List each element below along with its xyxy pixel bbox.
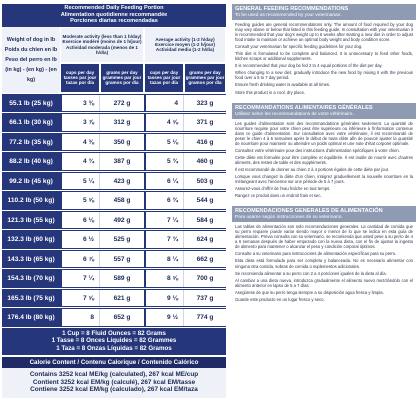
average-grams-cell: 371 g <box>184 114 226 131</box>
recommendations-spanish <box>232 206 416 302</box>
average-grams-cell: 503 g <box>184 173 226 190</box>
weight-column-header: Weight of dog in lb Poids du chien en lb Peso del perro en lb (in kg) - (en kg) - (en kg) <box>2 27 60 93</box>
average-grams-cell: 774 g <box>184 309 226 326</box>
average-grams-header: grams per day grammes par jour gramos por día <box>184 63 226 93</box>
average-cups-cell: 5 ¾ <box>146 153 184 170</box>
section-subtitle: To be used as recommended by your veterinarian. <box>232 13 416 20</box>
moderate-cups-header: cups per day tasses par jour tazas por día <box>60 63 100 93</box>
average-cups-cell: 9 ½ <box>146 309 184 326</box>
calorie-content: Contains 3252 kcal ME/kg (calculated), 267 kcal ME/cup Contient 3252 kcal EM/kg (calculé), 267 kcal EM/tasse Contiene 3252 kcal EM/kg (calculado), 267 kcal EM/taza <box>2 368 226 398</box>
moderate-cups-cell: 3 ⅜ <box>62 95 100 112</box>
table-row <box>2 112 226 132</box>
average-grams-cell: 460 g <box>184 153 226 170</box>
moderate-grams-header: grams per day grammes par jour gramos por día <box>100 63 144 93</box>
moderate-cups-cell: 6 ⅛ <box>62 212 100 229</box>
moderate-cups-cell: 7 ⅝ <box>62 290 100 307</box>
moderate-grams-cell: 458 g <box>100 192 144 209</box>
table-row <box>2 249 226 269</box>
average-cups-cell: 9 ⅛ <box>146 290 184 307</box>
recommendations-french <box>232 103 416 199</box>
moderate-grams-cell: 492 g <box>100 212 144 229</box>
average-activity-header: Average activity (1-2 h/day) Exercice moyen (1-2 h/jour) Actividad media (1-2 h/día) <box>144 27 226 63</box>
recommendations-english <box>232 4 416 95</box>
average-cups-cell: 4 <box>146 95 184 112</box>
average-grams-cell: 544 g <box>184 192 226 209</box>
average-grams-cell: 624 g <box>184 231 226 248</box>
table-row <box>2 229 226 249</box>
average-cups-cell: 8 ⅝ <box>146 270 184 287</box>
section-body: Las tablas de alimentación son solo recomendaciones generales. La cantidad de comida que su perro requiere puede variar siendo mayor o menor de lo que se indica en esta guía de alimentación. Previa consulta con su veterinario, se recomienda que usted pese a su perro de 4 a 6 semanas después de haber empezado con la nueva dieta, con el fin de ajustar la ingesta de alimento para mantener o alcanzar el peso y condición corporal óptimos. Consulte a su veterinario para instrucciones de alimentación específicas para su perro. Esta dieta está formulada para ser completa y balanceada. No es necesario alimentar con ninguna otra comida, sobras de comida o suplementos adicionales. Se recomienda alimentar a su perro con 2 a 4 porciones iguales de la dieta al día. Al cambiar a una dieta nueva, introduzca gradualmente el alimento nuevo mezclándolo con el alimento anterior en lapso de 5 a 7 días. Asegúrese de que su perro tenga siempre a su disposición agua fresca y limpia. Guarde este producto en un lugar fresco y seco. <box>235 224 413 302</box>
section-title: RECOMENDACIONES GENERALES DE ALIMENTACIÓN <box>232 206 416 215</box>
average-cups-cell: 6 ¼ <box>146 173 184 190</box>
table-body <box>2 93 226 327</box>
row-weight: 88.2 lb (40 kg) <box>9 158 53 166</box>
moderate-cups-cell: 7 ¼ <box>62 270 100 287</box>
row-weight: 154.3 lb (70 kg) <box>7 275 55 283</box>
row-weight: 176.4 lb (80 kg) <box>7 314 55 322</box>
moderate-cups-cell: 5 ⅝ <box>62 192 100 209</box>
moderate-grams-cell: 312 g <box>100 114 144 131</box>
average-grams-cell: 323 g <box>184 95 226 112</box>
table-title: Recommended Daily Feeding Portion Alimentation quotidienne recommandée Porciones diarias recomendadas <box>2 4 226 27</box>
row-weight: 110.2 lb (50 kg) <box>7 197 55 205</box>
row-weight: 66.1 lb (30 kg) <box>9 119 53 127</box>
moderate-grams-cell: 423 g <box>100 173 144 190</box>
section-title: RECOMMANDATIONS ALIMENTAIRES GÉNÉRALES <box>232 103 416 112</box>
table-row <box>2 190 226 210</box>
section-subtitle: Utilisez selon les recommandations de votre vétérinaire. <box>232 112 416 119</box>
average-cups-cell: 7 ¾ <box>146 231 184 248</box>
table-row <box>2 171 226 191</box>
table-header <box>2 27 226 93</box>
table-row <box>2 93 226 113</box>
table-row <box>2 151 226 171</box>
conversion-note: 1 Cup = 8 Fluid Ounces = 82 Grams 1 Tasse = 8 Onces Liquides = 82 Grammes 1 Taza = 8 Onzas Líquidas = 82 Gramos <box>2 327 226 355</box>
table-row <box>2 268 226 288</box>
section-subtitle: Para usarse según instrucciones de su veterinario. <box>232 215 416 222</box>
moderate-grams-cell: 272 g <box>100 95 144 112</box>
average-cups-cell: 6 ¾ <box>146 192 184 209</box>
table-row <box>2 210 226 230</box>
row-weight: 165.3 lb (75 kg) <box>7 294 55 302</box>
moderate-grams-cell: 387 g <box>100 153 144 170</box>
moderate-grams-cell: 525 g <box>100 231 144 248</box>
average-grams-cell: 737 g <box>184 290 226 307</box>
section-body: Feeding guides are general recommendations only. The amount of food required by your dog may vary above or below that listed in this feeding guide. In consultation with your veterinarian it is recommended that your dog's weight up to 6 weeks after starting a new diet in order to adjust food intake to maintain or achieve an optimal body weight and body condition score. Consult your veterinarian for specific feeding guidelines for your dog. This diet is formulated to be complete and balanced. It is unnecessary to feed other foods, kitchen scraps or additional supplements. It is recommended that your dog be fed 2 to 4 equal portions of the diet per day. When changing to a new diet, gradually introduce the new food by mixing it with the previous food over a 5 to 7 day period. Ensure fresh drinking water is available at all times. Store this product in a cool, dry place. <box>235 22 413 95</box>
average-grams-cell: 662 g <box>184 251 226 268</box>
average-cups-header: cups per day tasses par jour tazas por día <box>144 63 184 93</box>
row-weight: 132.3 lb (60 kg) <box>7 236 55 244</box>
moderate-cups-cell: 8 <box>62 309 100 326</box>
section-title: GENERAL FEEDING RECOMMENDATIONS <box>232 4 416 13</box>
average-cups-cell: 8 ¼ <box>146 251 184 268</box>
row-weight: 143.3 lb (65 kg) <box>7 255 55 263</box>
row-weight: 121.3 lb (55 kg) <box>7 216 55 224</box>
row-weight: 77.2 lb (35 kg) <box>9 138 53 146</box>
average-grams-cell: 584 g <box>184 212 226 229</box>
average-cups-cell: 4 ⅝ <box>146 114 184 131</box>
moderate-cups-cell: 6 ½ <box>62 231 100 248</box>
table-row <box>2 132 226 152</box>
moderate-cups-cell: 3 ⅞ <box>62 114 100 131</box>
moderate-cups-cell: 4 ⅜ <box>62 134 100 151</box>
average-cups-cell: 5 ⅛ <box>146 134 184 151</box>
moderate-grams-cell: 621 g <box>100 290 144 307</box>
moderate-cups-cell: 6 ⅞ <box>62 251 100 268</box>
feeding-recommendations <box>232 4 416 416</box>
row-weight: 55.1 lb (25 kg) <box>9 99 53 107</box>
average-grams-cell: 700 g <box>184 270 226 287</box>
table-row <box>2 288 226 308</box>
moderate-activity-header: Moderate activity (less than 1 h/day) Exercice modéré (moins de 1 h/jour) Actividad moderada (menos de 1 h/día) <box>60 27 144 63</box>
average-grams-cell: 416 g <box>184 134 226 151</box>
table-row <box>2 307 226 327</box>
moderate-grams-cell: 652 g <box>100 309 144 326</box>
moderate-grams-cell: 557 g <box>100 251 144 268</box>
section-body: Les guides d'alimentation sont des recommandations générales seulement. La quantité de nourriture requise pour votre chien peut être supérieure ou inférieure à l'information contenue dans ce guide d'alimentation. Sur consultation avec votre vétérinaire, il est recommandé de peser le chien 4 à 6 semaines après le début de toute diète afin de pouvoir ajuster la quantité de nourriture pour maintenir ou atteindre un poids optimal et une note d'état corporel optimale. Consultez votre vétérinaire pour des instructions d'alimentation spécifiques à votre chien. Cette diète est formulée pour être complète et équilibrée. Il est inutile de nourrir avec d'autres aliments, des restes de table et des suppléments. Il est recommandé de donner au chien 2 à 4 portions égales de cette diète par jour. Lorsque vous changez la diète d'un chien, intégrez graduellement la nouvelle nourriture en la mélangeant avec l'ancienne sur une période de 5 à 7 jours. Assurez-vous d'offrir de l'eau fraîche en tout temps. Rangez ce produit dans un endroit frais et sec. <box>235 120 413 199</box>
moderate-grams-cell: 350 g <box>100 134 144 151</box>
calorie-content-title: Calorie Content / Contenu Calorique / Contenido Calórico <box>2 357 226 368</box>
average-cups-cell: 7 ¼ <box>146 212 184 229</box>
moderate-cups-cell: 4 ¾ <box>62 153 100 170</box>
moderate-grams-cell: 589 g <box>100 270 144 287</box>
row-weight: 99.2 lb (45 kg) <box>9 177 53 185</box>
moderate-cups-cell: 5 ¼ <box>62 173 100 190</box>
feeding-table <box>2 4 226 416</box>
